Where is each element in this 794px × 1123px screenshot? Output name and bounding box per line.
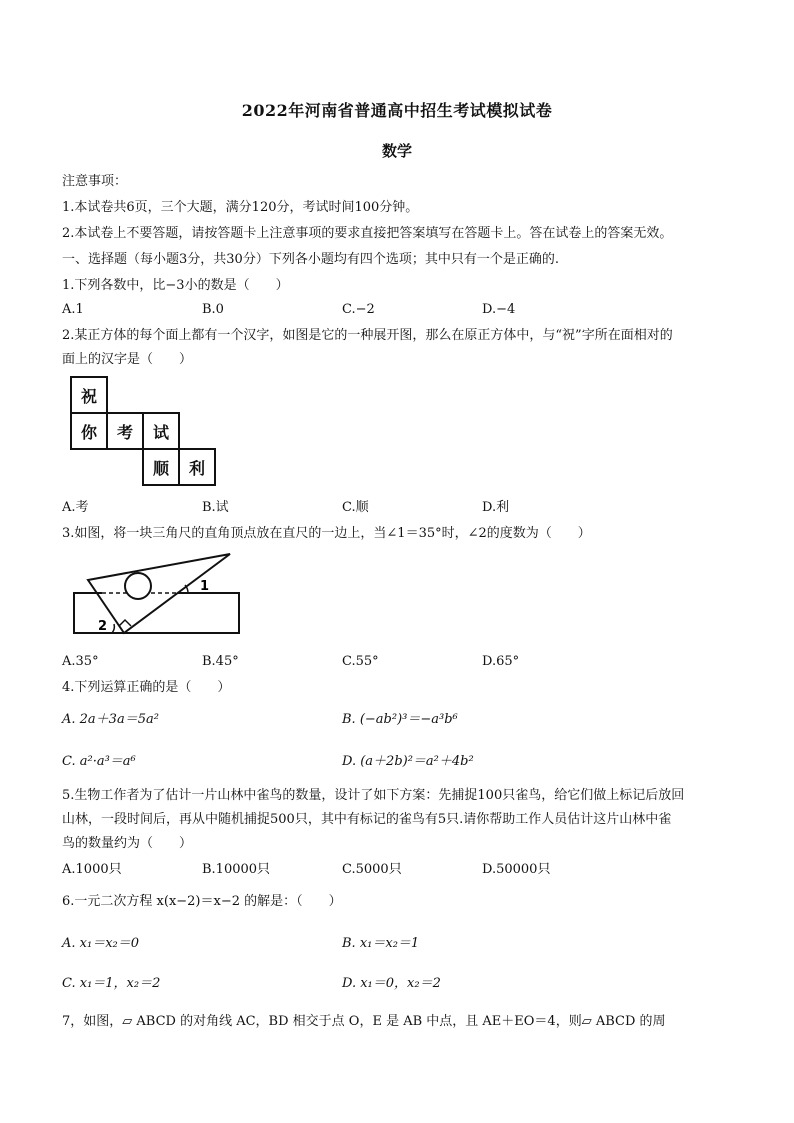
q5-option-a: A.1000只: [62, 862, 122, 877]
q2-option-d: D.利: [482, 500, 510, 515]
subject-title: 数学: [381, 142, 412, 160]
q5-option-b: B.10000只: [202, 862, 271, 877]
q3-stem: 3.如图，将一块三角尺的直角顶点放在直尺的一边上，当∠1＝35°时，∠2的度数为（ ）: [62, 526, 591, 541]
q5-option-c: C.5000只: [342, 862, 402, 877]
cube-net-figure: [70, 376, 216, 486]
exam-title: 2022年河南省普通高中招生考试模拟试卷: [241, 101, 553, 120]
q1-option-c: C.−2: [342, 302, 375, 317]
cube-face: 试: [143, 413, 179, 449]
q1-stem: 1.下列各数中，比−3小的数是（ ）: [62, 278, 289, 293]
note-1: 1.本试卷共6页，三个大题，满分120分，考试时间100分钟。: [62, 200, 419, 215]
q5-stem-1: 5.生物工作者为了估计一片山林中雀鸟的数量，设计了如下方案：先捕捉100只雀鸟，给它们做上标记后放回: [62, 788, 685, 803]
angle-1-label: 1: [200, 579, 210, 594]
q4-option-c: C. a²·a³＝a⁶: [62, 754, 136, 769]
cube-face: 利: [179, 449, 215, 485]
q5-stem-2: 山林，一段时间后，再从中随机捕捉500只，其中有标记的雀鸟有5只.请你帮助工作人员估计这片山林中雀: [62, 812, 672, 827]
q2-stem-2: 面上的汉字是（ ）: [62, 352, 193, 367]
q3-option-d: D.65°: [482, 654, 520, 669]
q4-option-d: D. (a＋2b)²＝a²＋4b²: [342, 754, 474, 769]
cube-face: 考: [107, 413, 143, 449]
ruler-triangle-figure: [62, 550, 252, 640]
q1-option-d: D.−4: [482, 302, 516, 317]
q4-stem: 4.下列运算正确的是（ ）: [62, 680, 231, 695]
q4-option-a: A. 2a＋3a＝5a²: [62, 712, 159, 727]
q6-stem: 6.一元二次方程 x(x−2)＝x−2 的解是：（ ）: [62, 894, 342, 909]
triangle-hole: [125, 573, 151, 599]
angle-2-label: 2: [98, 619, 108, 634]
q4-option-b: B. (−ab²)³＝−a³b⁶: [342, 712, 458, 727]
cube-face: 祝: [71, 377, 107, 413]
q5-stem-3: 鸟的数量约为（ ）: [62, 836, 193, 851]
q6-option-a: A. x₁＝x₂＝0: [62, 936, 140, 951]
section-1-heading: 一、选择题（每小题3分，共30分）下列各小题均有四个选项；其中只有一个是正确的.: [62, 252, 559, 267]
q3-option-a: A.35°: [62, 654, 99, 669]
notes-heading: 注意事项：: [62, 174, 128, 189]
q3-option-b: B.45°: [202, 654, 239, 669]
q2-option-b: B.试: [202, 500, 229, 515]
q1-option-a: A.1: [62, 302, 84, 317]
q7-stem: 7，如图，▱ ABCD 的对角线 AC，BD 相交于点 O，E 是 AB 中点，且 AE＋EO＝4，则▱ ABCD 的周: [62, 1014, 666, 1029]
cube-face: 顺: [143, 449, 179, 485]
q6-option-c: C. x₁＝1，x₂＝2: [62, 976, 161, 991]
q6-option-b: B. x₁＝x₂＝1: [342, 936, 420, 951]
angle-2-arc: [112, 624, 114, 633]
q6-option-d: D. x₁＝0，x₂＝2: [342, 976, 441, 991]
note-2: 2.本试卷上不要答题，请按答题卡上注意事项的要求直接把答案填写在答题卡上。答在试卷上的答案无效。: [62, 226, 673, 241]
q1-option-b: B.0: [202, 302, 224, 317]
q3-option-c: C.55°: [342, 654, 379, 669]
q2-option-c: C.顺: [342, 500, 369, 515]
q2-option-a: A.考: [62, 500, 89, 515]
q2-stem-1: 2.某正方体的每个面上都有一个汉字，如图是它的一种展开图，那么在原正方体中，与“祝”字所在面相对的: [62, 328, 673, 343]
q5-option-d: D.50000只: [482, 862, 551, 877]
cube-face: 你: [71, 413, 107, 449]
cube-net: [70, 376, 216, 486]
